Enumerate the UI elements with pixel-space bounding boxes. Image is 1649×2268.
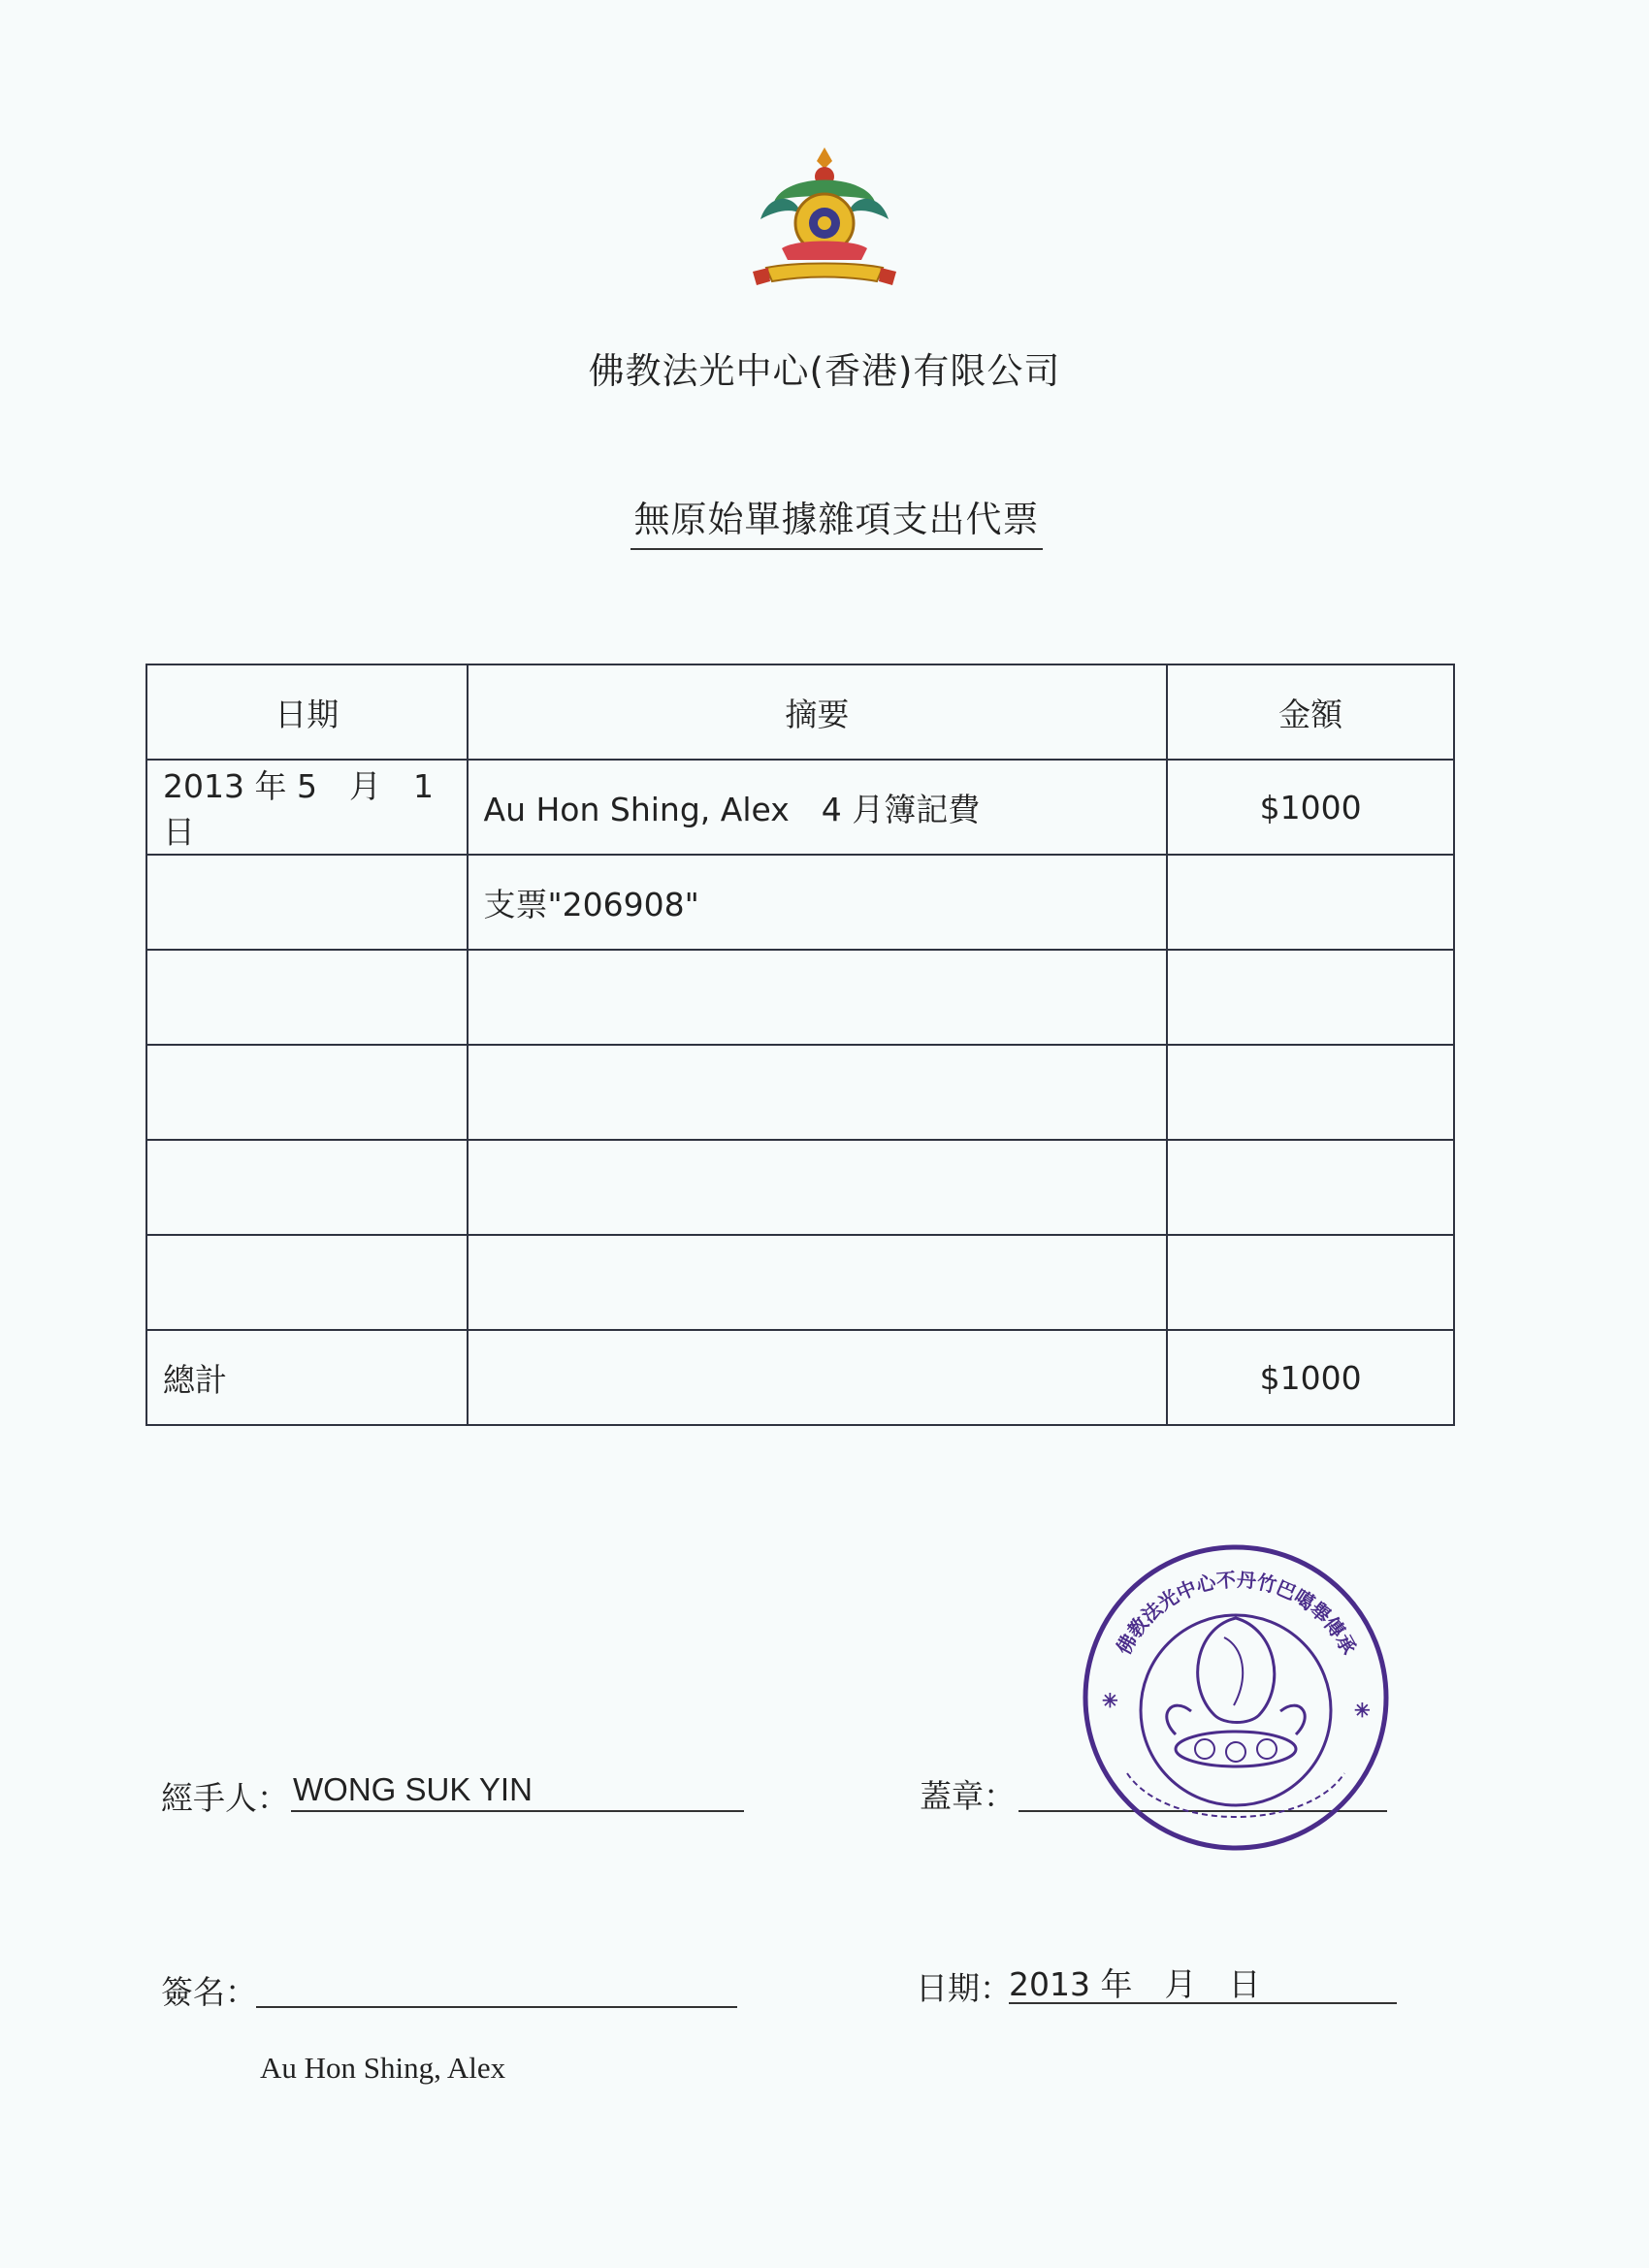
expense-table [146,664,1455,1426]
table-row [146,760,1454,855]
row-date: 2013 年 5 月 1 日 [146,760,468,855]
company-name: 佛教法光中心(香港)有限公司 [588,350,1061,392]
row-date [146,950,468,1045]
table-row [146,1235,1454,1330]
total-description [468,1330,1168,1425]
stamp-field [920,1771,1016,1817]
total-label: 總計 [146,1330,468,1425]
signature-line [256,1967,737,2010]
signature-label: 簽名： [161,1973,257,2011]
row-date [146,1140,468,1235]
row-amount [1167,950,1454,1045]
row-amount [1167,855,1454,950]
date-label: 日期： [916,1969,1012,2007]
row-date [146,1235,468,1330]
signature-field [161,1967,257,2013]
total-amount: $1000 [1167,1330,1454,1425]
date-field [916,1963,1012,2009]
table-row [146,1140,1454,1235]
row-description [468,950,1168,1045]
row-amount [1167,1235,1454,1330]
row-description: 支票"206908" [468,855,1168,950]
seal-text: 佛教法光中心不丹竹巴噶舉傳承 [1112,1568,1361,1659]
date-line [1009,1960,1397,2006]
table-header-row [146,664,1454,760]
row-description [468,1045,1168,1140]
row-description [468,1235,1168,1330]
svg-text:✳: ✳ [1354,1699,1371,1722]
handler-label: 經手人： [161,1779,289,1817]
handler-field [161,1773,289,1819]
row-description: Au Hon Shing, Alex 4 月簿記費 [468,760,1168,855]
header-description: 摘要 [468,664,1168,760]
row-amount [1167,1045,1454,1140]
row-amount [1167,1140,1454,1235]
header-amount: 金額 [1167,664,1454,760]
table-row [146,855,1454,950]
svg-text:✳: ✳ [1102,1689,1118,1712]
row-amount: $1000 [1167,760,1454,855]
total-row [146,1330,1454,1425]
date-value: 2013 年 月 日 [1009,1965,1261,2003]
table-row [146,1045,1454,1140]
header-date: 日期 [146,664,468,760]
stamp-label: 蓋章： [920,1777,1016,1815]
handler-line [291,1771,744,1814]
document-title: 無原始單據雜項支出代票 [630,490,1043,550]
row-date [146,855,468,950]
handler-value: WONG SUK YIN [293,1771,533,1807]
signature-name: Au Hon Shing, Alex [260,2051,506,2085]
organization-emblem-icon [747,144,902,299]
row-description [468,1140,1168,1235]
row-date [146,1045,468,1140]
organization-seal-icon [1079,1540,1394,1856]
table-row [146,950,1454,1045]
